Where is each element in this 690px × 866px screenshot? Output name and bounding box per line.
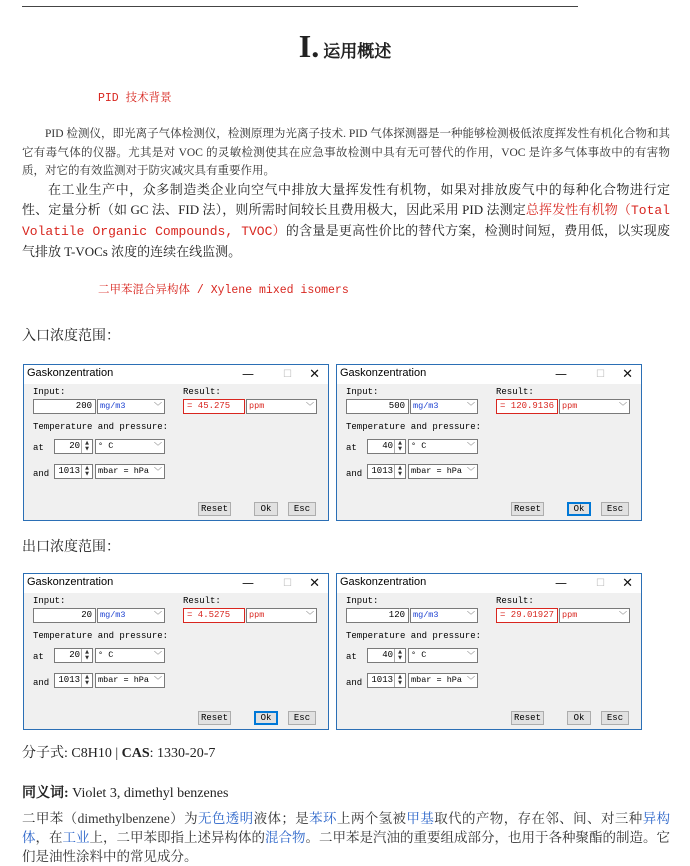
synonyms-value: Violet 3, dimethyl benzenes bbox=[68, 786, 229, 801]
and-label: and bbox=[33, 678, 50, 688]
section-heading bbox=[0, 28, 690, 65]
chevron-down-icon: ﹀ bbox=[154, 611, 162, 620]
input-label: Input: bbox=[33, 596, 66, 606]
pid-paragraph: PID 检测仪，即光离子气体检测仪，检测原理为光离子技术. PID 气体探测器是一种能够检测极低浓度挥发性有机化合物和其它有毒气体的仪器。尤其是对 VOC 的灵敏检测使其在应急事故检测中具有无可替代的作用，VOC 是许多气体事故中的有害物质，对它的有效监测对于防灾减灾具有重要作用。 bbox=[22, 128, 670, 177]
maximize-icon[interactable]: ☐ bbox=[283, 578, 292, 589]
temp-pressure-label: Temperature and pressure: bbox=[346, 631, 482, 641]
input-value-field[interactable]: 200 bbox=[33, 399, 96, 414]
close-icon[interactable]: ✕ bbox=[622, 367, 633, 382]
spin-arrows-icon[interactable]: ▲ ▼ bbox=[81, 674, 92, 687]
result-value-field: = 120.9136 bbox=[496, 399, 558, 414]
spin-arrows-icon[interactable]: ▲ ▼ bbox=[394, 440, 405, 453]
ok-button[interactable]: Ok bbox=[567, 711, 591, 725]
result-value-field: = 29.01927 bbox=[496, 608, 558, 623]
close-icon[interactable]: ✕ bbox=[309, 367, 320, 382]
temperature-unit-select[interactable] bbox=[95, 648, 165, 663]
result-unit-value: ppm bbox=[249, 401, 265, 411]
input-unit-select[interactable] bbox=[410, 608, 478, 623]
minimize-icon[interactable]: — bbox=[242, 367, 254, 381]
link-isomer[interactable]: 异构体 bbox=[22, 811, 671, 845]
pressure-value: 1013 bbox=[58, 675, 80, 685]
result-unit-value: ppm bbox=[562, 401, 578, 411]
chevron-down-icon: ﹀ bbox=[619, 402, 627, 411]
window-title: Gaskonzentration bbox=[27, 367, 114, 379]
close-icon[interactable]: ✕ bbox=[622, 576, 633, 591]
input-label: Input: bbox=[346, 596, 379, 606]
esc-button[interactable]: Esc bbox=[601, 502, 629, 516]
chevron-down-icon: ﹀ bbox=[467, 651, 475, 660]
input-label: Input: bbox=[346, 387, 379, 397]
at-label: at bbox=[33, 443, 44, 453]
minimize-icon[interactable]: — bbox=[555, 576, 567, 590]
window-title: Gaskonzentration bbox=[27, 576, 114, 588]
result-label: Result: bbox=[496, 596, 534, 606]
temp-pressure-label: Temperature and pressure: bbox=[346, 422, 482, 432]
pid-subtitle: PID 技术背景 bbox=[98, 92, 172, 105]
pressure-unit-select[interactable] bbox=[408, 673, 478, 688]
reset-button[interactable]: Reset bbox=[511, 711, 544, 725]
input-unit-select[interactable] bbox=[97, 399, 165, 414]
chevron-down-icon: ﹀ bbox=[154, 402, 162, 411]
title-bar[interactable] bbox=[24, 365, 328, 384]
industry-text-b: 的含量是更高性价比的替代方案，检测时间短，费用低，以实现废气排放 T-VOCs 浓度的连续在线监测。 bbox=[22, 223, 670, 259]
pressure-unit-value: mbar = hPa bbox=[411, 466, 463, 476]
pressure-unit-select[interactable] bbox=[408, 464, 478, 479]
chevron-down-icon: ﹀ bbox=[154, 651, 162, 660]
pressure-unit-select[interactable] bbox=[95, 673, 165, 688]
window-title: Gaskonzentration bbox=[340, 367, 427, 379]
pressure-stepper[interactable] bbox=[54, 673, 93, 688]
chevron-down-icon: ﹀ bbox=[467, 467, 475, 476]
temperature-unit-select[interactable] bbox=[95, 439, 165, 454]
gas-concentration-window bbox=[23, 364, 329, 521]
result-unit-value: ppm bbox=[249, 610, 265, 620]
temp-unit-value: ° C bbox=[98, 650, 114, 660]
pressure-unit-value: mbar = hPa bbox=[411, 675, 463, 685]
close-icon[interactable]: ✕ bbox=[309, 576, 320, 591]
desc-text: 上两个氢被 bbox=[336, 811, 407, 826]
link-mixture[interactable]: 混合物 bbox=[265, 830, 306, 845]
industry-text-a: 在工业生产中，众多制造类企业向空气中排放大量挥发性有机物，如果对排放废气中的每种化合物进行定性、定量分析（如 GC 法、FID 法），则所需时间较长且费用极大，因此采用 PID 法测定 bbox=[22, 182, 670, 217]
link-methyl[interactable]: 甲基 bbox=[406, 811, 435, 826]
chevron-down-icon: ﹀ bbox=[154, 676, 162, 685]
desc-text: 取代的产物，存在邻、间、对三种 bbox=[434, 811, 643, 826]
industry-paragraph bbox=[22, 180, 670, 262]
reset-button[interactable]: Reset bbox=[198, 502, 231, 516]
maximize-icon[interactable]: ☐ bbox=[283, 369, 292, 380]
desc-text: 二甲苯（dimethylbenzene）为 bbox=[22, 811, 198, 826]
temperature-value: 20 bbox=[69, 441, 80, 451]
input-unit-value: mg/m3 bbox=[100, 401, 126, 411]
chevron-down-icon: ﹀ bbox=[306, 402, 314, 411]
at-label: at bbox=[33, 652, 44, 662]
esc-button[interactable]: Esc bbox=[601, 711, 629, 725]
link-industry[interactable]: 工业 bbox=[62, 830, 90, 845]
gas-concentration-window bbox=[336, 364, 642, 521]
temperature-value: 40 bbox=[382, 441, 393, 451]
pressure-stepper[interactable] bbox=[367, 673, 406, 688]
result-unit-select[interactable] bbox=[246, 399, 317, 414]
input-value-field[interactable]: 500 bbox=[346, 399, 409, 414]
minimize-icon[interactable]: — bbox=[555, 367, 567, 381]
temperature-value: 40 bbox=[382, 650, 393, 660]
title-bar[interactable] bbox=[337, 574, 641, 593]
desc-text: 上，二甲苯即指上述异构体的 bbox=[89, 830, 265, 845]
chevron-down-icon: ﹀ bbox=[467, 442, 475, 451]
title-bar[interactable] bbox=[24, 574, 328, 593]
synonyms-label: 同义词: bbox=[22, 786, 69, 801]
pressure-unit-value: mbar = hPa bbox=[98, 675, 150, 685]
heading-numeral: I. bbox=[298, 28, 320, 64]
temperature-stepper[interactable] bbox=[54, 439, 93, 454]
spin-arrows-icon[interactable]: ▲ ▼ bbox=[394, 674, 405, 687]
temp-unit-value: ° C bbox=[411, 441, 427, 451]
temp-pressure-label: Temperature and pressure: bbox=[33, 631, 169, 641]
result-unit-select[interactable] bbox=[246, 608, 317, 623]
window-body bbox=[24, 593, 328, 729]
cas-label: CAS bbox=[121, 746, 150, 761]
pressure-value: 1013 bbox=[371, 466, 393, 476]
title-bar[interactable] bbox=[337, 365, 641, 384]
input-value-field[interactable]: 20 bbox=[33, 608, 96, 623]
gas-concentration-window bbox=[336, 573, 642, 730]
reset-button[interactable]: Reset bbox=[198, 711, 231, 725]
temperature-unit-select[interactable] bbox=[408, 648, 478, 663]
input-unit-value: mg/m3 bbox=[413, 610, 439, 620]
window-body bbox=[24, 384, 328, 520]
chevron-down-icon: ﹀ bbox=[619, 611, 627, 620]
synonyms bbox=[22, 782, 228, 802]
window-body bbox=[337, 384, 641, 520]
result-unit-select[interactable] bbox=[559, 399, 630, 414]
window-title: Gaskonzentration bbox=[340, 576, 427, 588]
temp-unit-value: ° C bbox=[411, 650, 427, 660]
input-unit-value: mg/m3 bbox=[413, 401, 439, 411]
ok-button[interactable]: Ok bbox=[567, 502, 591, 516]
result-unit-value: ppm bbox=[562, 610, 578, 620]
spin-arrows-icon[interactable]: ▲ ▼ bbox=[81, 649, 92, 662]
esc-button[interactable]: Esc bbox=[288, 711, 316, 725]
spin-arrows-icon[interactable]: ▲ ▼ bbox=[394, 649, 405, 662]
chevron-down-icon: ﹀ bbox=[467, 611, 475, 620]
result-unit-select[interactable] bbox=[559, 608, 630, 623]
input-unit-value: mg/m3 bbox=[100, 610, 126, 620]
at-label: at bbox=[346, 652, 357, 662]
top-rule bbox=[22, 6, 578, 7]
desc-text: 液体；是 bbox=[253, 811, 310, 826]
temp-pressure-label: Temperature and pressure: bbox=[33, 422, 169, 432]
cas-value: : 1330-20-7 bbox=[149, 746, 216, 761]
temp-unit-value: ° C bbox=[98, 441, 114, 451]
result-value-field: = 45.275 bbox=[183, 399, 245, 414]
chevron-down-icon: ﹀ bbox=[306, 611, 314, 620]
input-label: Input: bbox=[33, 387, 66, 397]
pressure-stepper[interactable] bbox=[54, 464, 93, 479]
input-value-field[interactable]: 120 bbox=[346, 608, 409, 623]
outlet-range-label: 出口浓度范围： bbox=[22, 539, 120, 555]
molecular-formula bbox=[22, 742, 215, 762]
chevron-down-icon: ﹀ bbox=[154, 442, 162, 451]
result-label: Result: bbox=[183, 596, 221, 606]
input-unit-select[interactable] bbox=[97, 608, 165, 623]
pressure-unit-select[interactable] bbox=[95, 464, 165, 479]
spin-arrows-icon[interactable]: ▲ ▼ bbox=[81, 465, 92, 478]
xylene-description bbox=[22, 809, 670, 866]
gas-concentration-window bbox=[23, 573, 329, 730]
ok-button[interactable]: Ok bbox=[254, 502, 278, 516]
esc-button[interactable]: Esc bbox=[288, 502, 316, 516]
temperature-stepper[interactable] bbox=[367, 648, 406, 663]
maximize-icon[interactable]: ☐ bbox=[596, 369, 605, 380]
link-colorless[interactable]: 无色透明 bbox=[197, 811, 254, 826]
pressure-value: 1013 bbox=[58, 466, 80, 476]
temperature-stepper[interactable] bbox=[54, 648, 93, 663]
result-label: Result: bbox=[183, 387, 221, 397]
input-unit-select[interactable] bbox=[410, 399, 478, 414]
chevron-down-icon: ﹀ bbox=[467, 676, 475, 685]
window-body bbox=[337, 593, 641, 729]
heading-title: 运用概述 bbox=[323, 42, 392, 62]
maximize-icon[interactable]: ☐ bbox=[596, 578, 605, 589]
pressure-unit-value: mbar = hPa bbox=[98, 466, 150, 476]
reset-button[interactable]: Reset bbox=[511, 502, 544, 516]
at-label: at bbox=[346, 443, 357, 453]
minimize-icon[interactable]: — bbox=[242, 576, 254, 590]
result-value-field: = 4.5275 bbox=[183, 608, 245, 623]
spin-arrows-icon[interactable]: ▲ ▼ bbox=[394, 465, 405, 478]
pressure-value: 1013 bbox=[371, 675, 393, 685]
inlet-range-label: 入口浓度范围： bbox=[22, 328, 120, 344]
formula-label: 分子式 bbox=[22, 746, 64, 761]
xylene-subtitle: 二甲苯混合异构体 / Xylene mixed isomers bbox=[98, 284, 349, 297]
spin-arrows-icon[interactable]: ▲ ▼ bbox=[81, 440, 92, 453]
result-label: Result: bbox=[496, 387, 534, 397]
and-label: and bbox=[346, 678, 363, 688]
link-benzene-ring[interactable]: 苯环 bbox=[309, 811, 337, 826]
and-label: and bbox=[33, 469, 50, 479]
temperature-value: 20 bbox=[69, 650, 80, 660]
chevron-down-icon: ﹀ bbox=[154, 467, 162, 476]
temperature-unit-select[interactable] bbox=[408, 439, 478, 454]
and-label: and bbox=[346, 469, 363, 479]
chevron-down-icon: ﹀ bbox=[467, 402, 475, 411]
pressure-stepper[interactable] bbox=[367, 464, 406, 479]
desc-text: 。二甲苯是汽油的重要组成部分，也用于各种聚酯的制造。它们是油性涂料中的常见成分。 bbox=[22, 830, 670, 864]
tvoc-highlight: 总挥发性有机物（Total Volatile Organic Compounds, TVOC） bbox=[22, 203, 670, 239]
ok-button[interactable]: Ok bbox=[254, 711, 278, 725]
formula-value: : C8H10 | bbox=[64, 746, 122, 761]
desc-text: ，在 bbox=[35, 830, 63, 845]
temperature-stepper[interactable] bbox=[367, 439, 406, 454]
